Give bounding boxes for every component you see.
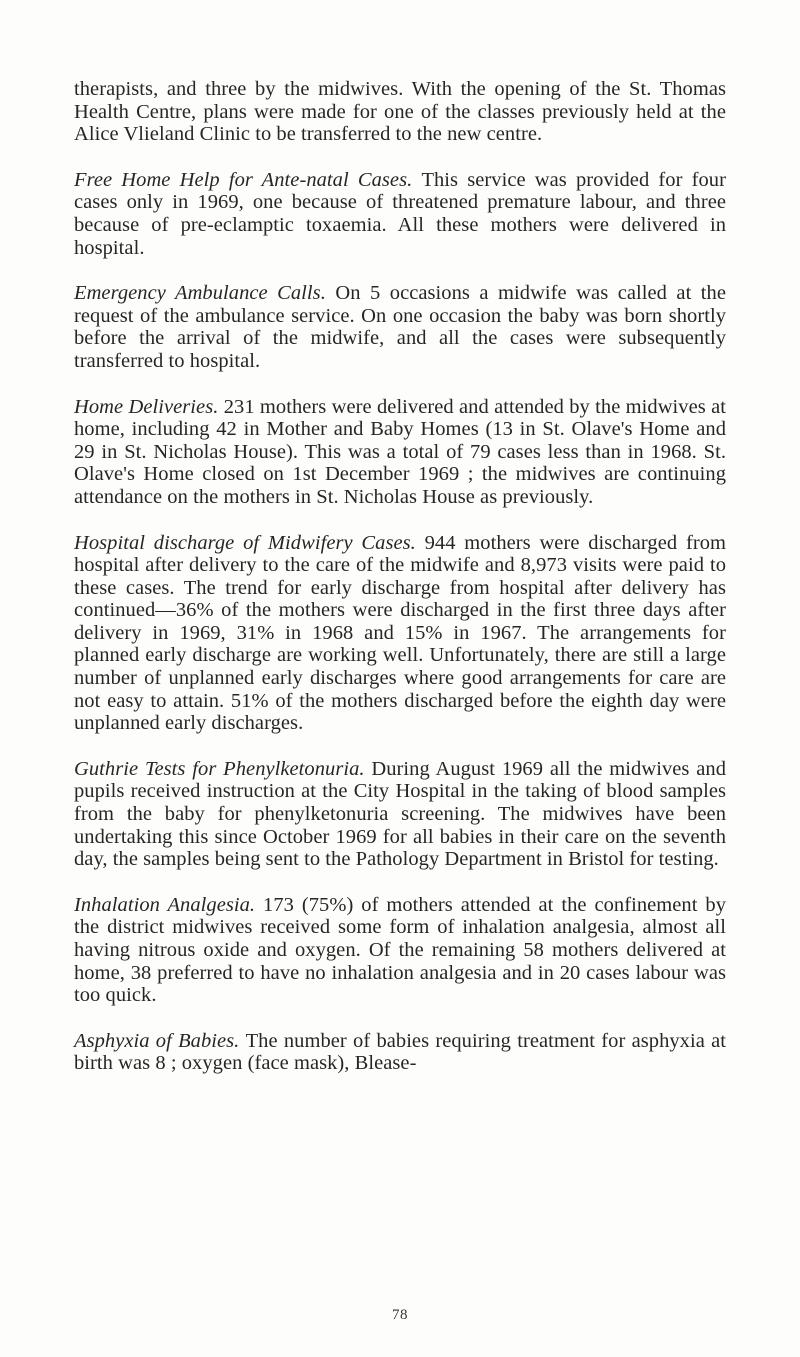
paragraph-home-help <box>74 169 726 259</box>
paragraph-text: During August 1969 all the midwives and pupils received instruction at the City Hospital in the taking of blood samples from the baby for phenylketonuria screening. The midwives have been undertaking this since October 1969 for all babies in their care on the seventh day, the samples being sent to the Pathology Department in Bristol for testing. <box>74 757 726 871</box>
paragraph-text: On 5 occasions a midwife was called at the request of the ambulance service. On one occasion the baby was born shortly before the arrival of the midwife, and all the cases were subsequently transferred to hospital. <box>74 282 726 372</box>
paragraph-text: The number of babies requiring treatment for asphyxia at birth was 8 ; oxygen (face mask), Blease- <box>74 1029 726 1075</box>
document-body <box>74 78 726 1098</box>
paragraph-text: 944 mothers were discharged from hospital after delivery to the care of the midwife and 8,973 visits were paid to these cases. The trend for early discharge from hospital after delivery has continued—36% of the mothers were discharged in the first three days after delivery in 1969, 31% in 1968 and 15% in 1967. The arrangements for planned early discharge are working well. Unfortunately, there are still a large number of unplanned early discharges where good arrangements for care are not easy to attain. 51% of the mothers discharged before the eighth day were unplanned early discharges. <box>74 531 727 735</box>
paragraph-asphyxia <box>74 1030 726 1075</box>
paragraph-text: therapists, and three by the midwives. With the opening of the St. Thomas Health Centre, plans were made for one of the classes previously held at the Alice Vlieland Clinic to be transferred to the new centre. <box>74 78 726 146</box>
paragraph-home-deliveries <box>74 396 726 509</box>
paragraph-inhalation-analgesia <box>74 894 726 1007</box>
section-heading: Emergency Ambulance Calls. <box>74 282 336 305</box>
page-number: 78 <box>392 1307 408 1323</box>
paragraph-text: 231 mothers were delivered and attended by the midwives at home, including 42 in Mother and Baby Homes (13 in St. Olave's Home and 29 in St. Nicholas House). This was a total of 79 cases less than in 1968. St. Olave's Home closed on 1st December 1969 ; the midwives are continuing attendance on the mothers in St. Nicholas House as previously. <box>74 395 726 508</box>
section-heading: Inhalation Analgesia. <box>74 893 264 916</box>
section-heading: Hospital discharge of Midwifery Cases. <box>74 531 425 554</box>
section-heading: Free Home Help for Ante-natal Cases. <box>74 168 422 191</box>
paragraph-text: This service was provided for four cases only in 1969, one because of threatened premature labour, and three because of pre-eclamptic toxaemia. All these mothers were delivered in hospital. <box>74 168 726 259</box>
section-heading: Asphyxia of Babies. <box>74 1029 246 1052</box>
section-heading: Home Deliveries. <box>74 395 224 418</box>
paragraph-continuation <box>74 78 726 146</box>
paragraph-text: 173 (75%) of mothers attended at the confinement by the district midwives received some form of inhalation analgesia, almost all having nitrous oxide and oxygen. Of the remaining 58 mothers delivered at home, 38 preferred to have no inhalation analgesia and in 20 cases labour was too quick. <box>74 893 726 1007</box>
paragraph-guthrie-tests <box>74 758 726 871</box>
paragraph-hospital-discharge <box>74 532 726 735</box>
section-heading: Guthrie Tests for Phenylketonuria. <box>74 757 372 780</box>
paragraph-ambulance-calls <box>74 282 726 372</box>
